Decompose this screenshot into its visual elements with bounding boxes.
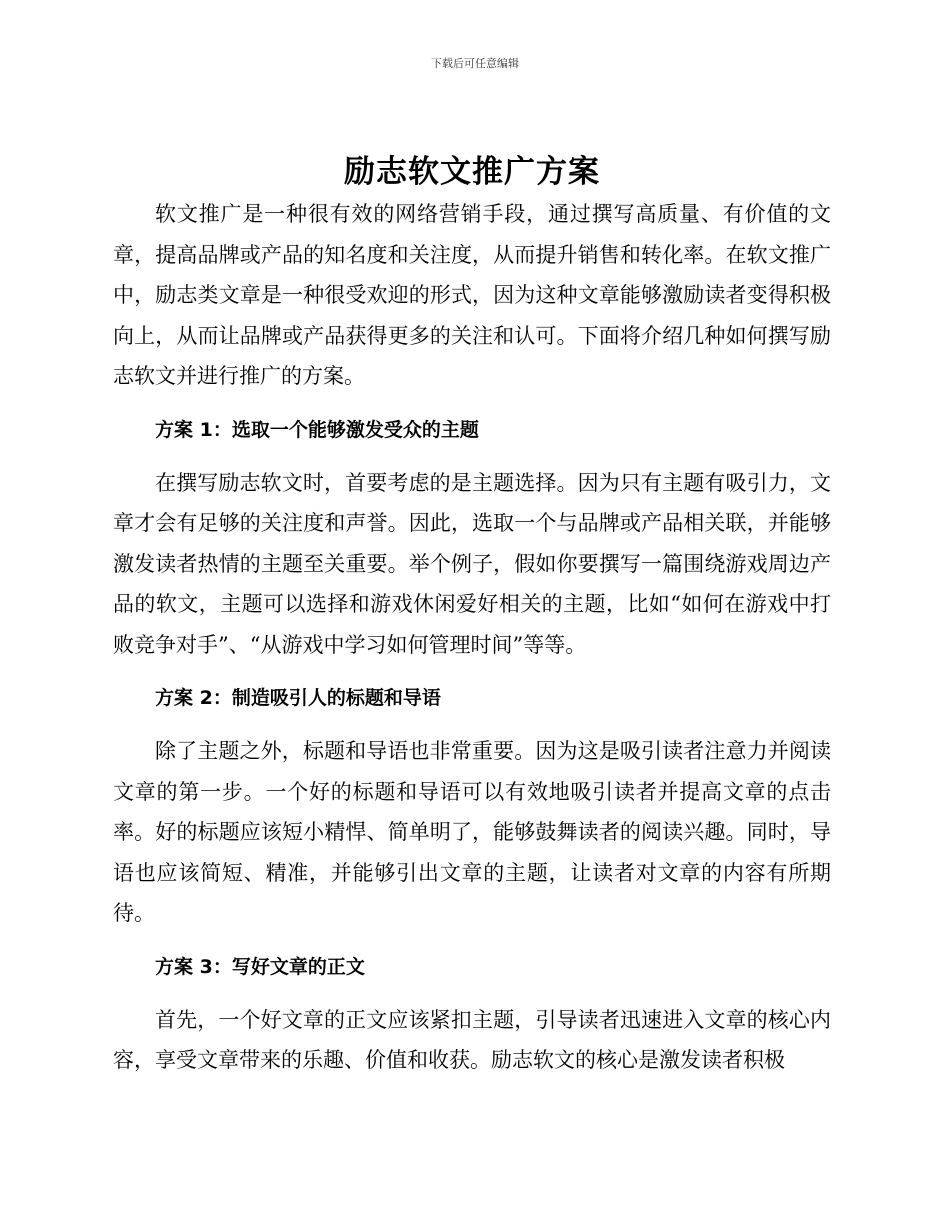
section-body-3: 首先，一个好文章的正文应该紧扣主题，引导读者迅速进入文章的核心内容，享受文章带来的乐趣、价值和收获。励志软文的核心是激发读者积极 — [113, 1007, 831, 1072]
section-heading-1: 方案 1：选取一个能够激发受众的主题 — [155, 418, 479, 441]
section-body-1: 在撰写励志软文时，首要考虑的是主题选择。因为只有主题有吸引力，文章才会有足够的关注度和声誉。因此，选取一个与品牌或产品相关联，并能够激发读者热情的主题至关重要。举个例子，假如你要撰写一篇围绕游戏周边产品的软文，主题可以选择和游戏休闲爱好相关的主题，比如“如何在游戏中打败竞争对手”、“从游戏中学习如何管理时间”等等。 — [113, 470, 831, 657]
section-heading-3: 方案 3：写好文章的正文 — [155, 955, 365, 978]
header-note: 下载后可任意编辑 — [431, 57, 519, 70]
document-title: 励志软文推广方案 — [344, 154, 600, 190]
section-heading-2: 方案 2：制造吸引人的标题和导语 — [155, 687, 441, 709]
intro-paragraph: 软文推广是一种很有效的网络营销手段，通过撰写高质量、有价值的文章，提高品牌或产品的知名度和关注度，从而提升销售和转化率。在软文推广中，励志类文章是一种很受欢迎的形式，因为这种文章能够激励读者变得积极向上，从而让品牌或产品获得更多的关注和认可。下面将介绍几种如何撰写励志软文并进行推广的方案。 — [113, 202, 831, 388]
section-body-2: 除了主题之外，标题和导语也非常重要。因为这是吸引读者注意力并阅读文章的第一步。一个好的标题和导语可以有效地吸引读者并提高文章的点击率。好的标题应该短小精悍、简单明了，能够鼓舞读者的阅读兴趣。同时，导语也应该简短、精准，并能够引出文章的主题，让读者对文章的内容有所期待。 — [113, 739, 831, 925]
document-body — [113, 150, 831, 1081]
